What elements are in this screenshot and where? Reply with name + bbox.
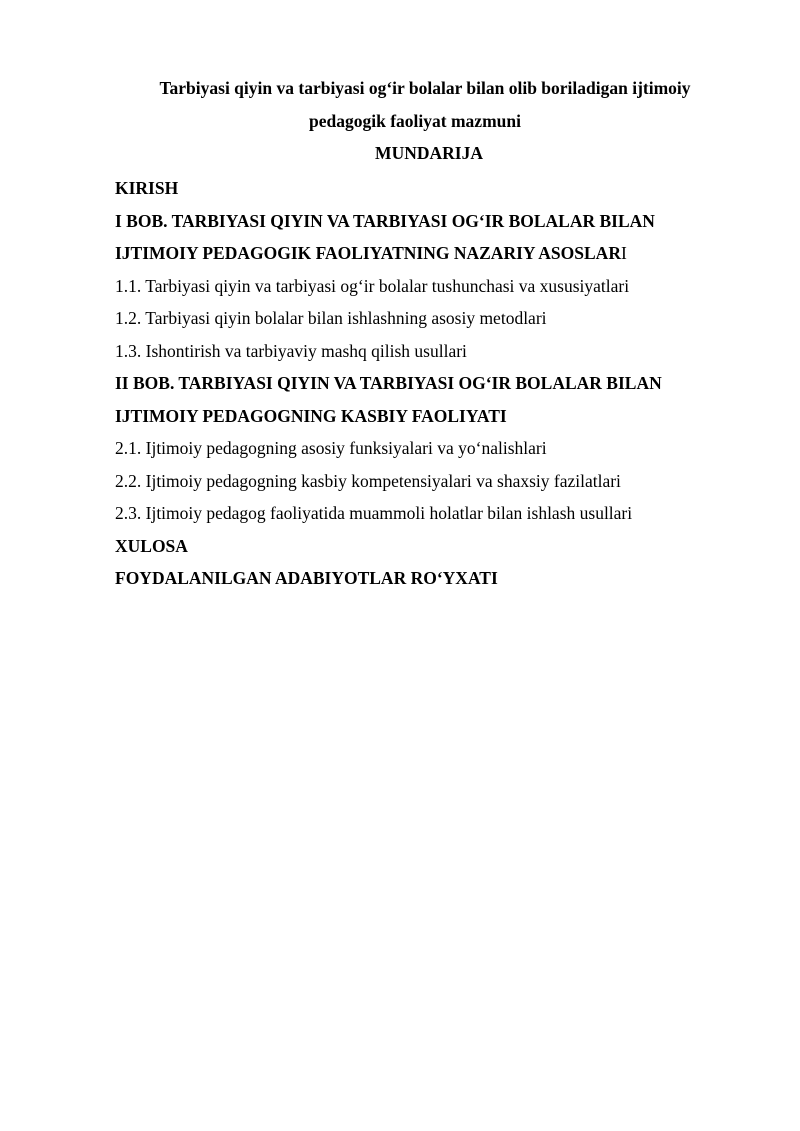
contents-heading: MUNDARIJA: [375, 143, 483, 163]
toc-section-2-1: 2.1. Ijtimoiy pedagogning asosiy funksiyalari va yo‘nalishlari: [115, 438, 547, 458]
toc-chapter-1-line-2: [115, 237, 735, 270]
toc-item-conclusion: XULOSA: [115, 535, 188, 556]
toc-item-references: FOYDALANILGAN ADABIYOTLAR RO‘YXATI: [115, 568, 498, 588]
title-line-1: Tarbiyasi qiyin va tarbiyasi og‘ir bolalar bilan olib boriladigan ijtimoiy: [159, 78, 691, 98]
document-title: [115, 72, 715, 138]
toc-section-1-2: 1.2. Tarbiyasi qiyin bolalar bilan ishlashning asosiy metodlari: [115, 308, 547, 328]
table-of-contents: [115, 172, 735, 595]
toc-chapter-2-line-1: II BOB. TARBIYASI QIYIN VA TARBIYASI OG‘IR BOLALAR BILAN: [115, 373, 662, 393]
toc-section-1-1: 1.1. Tarbiyasi qiyin va tarbiyasi og‘ir bolalar tushunchasi va xususiyatlari: [115, 275, 630, 296]
toc-chapter-2-line-2: IJTIMOIY PEDAGOGNING KASBIY FAOLIYATI: [115, 405, 507, 426]
toc-chapter-1-line-1: I BOB. TARBIYASI QIYIN VA TARBIYASI OG‘IR BOLALAR BILAN: [115, 210, 655, 231]
title-line-2: pedagogik faoliyat mazmuni: [309, 111, 521, 131]
toc-section-2-3: 2.3. Ijtimoiy pedagog faoliyatida muammoli holatlar bilan ishlash usullari: [115, 503, 633, 523]
toc-chapter-1-line-2-tail: I: [620, 243, 627, 263]
toc-section-1-3: 1.3. Ishontirish va tarbiyaviy mashq qilish usullari: [115, 340, 467, 361]
toc-section-2-2: 2.2. Ijtimoiy pedagogning kasbiy kompetensiyalari va shaxsiy fazilatlari: [115, 470, 621, 491]
toc-chapter-1-line-2-text: IJTIMOIY PEDAGOGIK FAOLIYATNING NAZARIY ASOSLAR: [115, 243, 621, 263]
toc-item-intro: KIRISH: [115, 178, 179, 198]
